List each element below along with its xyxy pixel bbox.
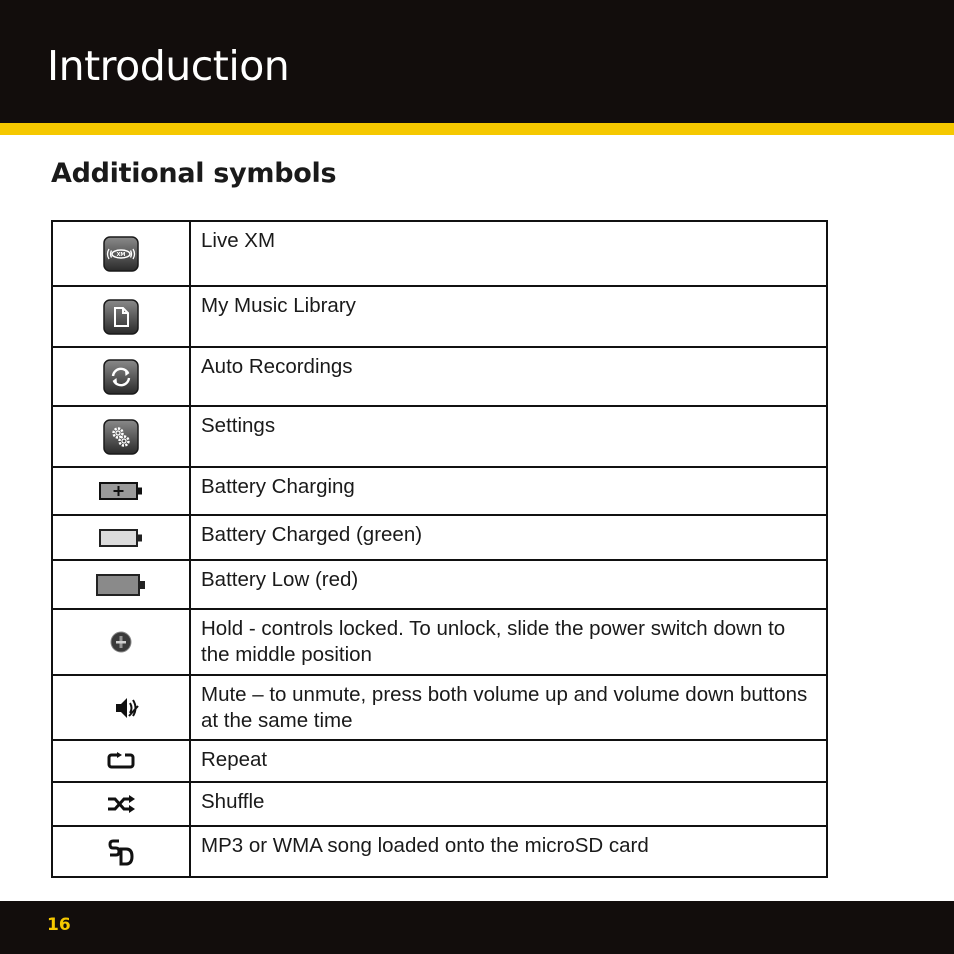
table-row (52, 826, 827, 877)
table-row (52, 675, 827, 740)
description-cell: Battery Charging (190, 467, 827, 515)
settings-icon (103, 419, 139, 455)
table-row (52, 609, 827, 675)
description-cell: Mute – to unmute, press both volume up and volume down buttons at the same time (190, 675, 827, 740)
icon-cell (52, 609, 190, 675)
repeat-icon (106, 751, 136, 771)
description-cell: Settings (190, 406, 827, 467)
table-row (52, 467, 827, 515)
section-title: Additional symbols (51, 158, 337, 189)
battery-low-icon (96, 573, 146, 597)
description-cell: Repeat (190, 740, 827, 782)
description-cell: Auto Recordings (190, 347, 827, 406)
header-stripe (0, 123, 954, 135)
icon-cell (52, 221, 190, 286)
icon-cell (52, 286, 190, 347)
description-cell: Live XM (190, 221, 827, 286)
icon-cell (52, 740, 190, 782)
description-cell: Shuffle (190, 782, 827, 826)
icon-cell (52, 560, 190, 609)
shuffle-icon (106, 794, 136, 814)
auto-recordings-icon (103, 359, 139, 395)
table-row (52, 515, 827, 560)
table-row (52, 406, 827, 467)
icon-cell (52, 826, 190, 877)
symbols-table (51, 220, 828, 878)
description-cell: MP3 or WMA song loaded onto the microSD card (190, 826, 827, 877)
footer-bar (0, 901, 954, 954)
icon-cell (52, 782, 190, 826)
icon-cell (52, 467, 190, 515)
icon-cell (52, 675, 190, 740)
description-cell: My Music Library (190, 286, 827, 347)
table-row (52, 347, 827, 406)
svg-text:XM: XM (116, 251, 126, 258)
table-row (52, 782, 827, 826)
icon-cell (52, 347, 190, 406)
table-row (52, 221, 827, 286)
page-number: 16 (47, 915, 71, 935)
icon-cell (52, 406, 190, 467)
battery-charged-icon (99, 528, 143, 548)
sd-card-icon (108, 837, 134, 867)
table-row (52, 740, 827, 782)
description-cell: Hold - controls locked. To unlock, slide the power switch down to the middle position (190, 609, 827, 675)
table-row (52, 286, 827, 347)
battery-charging-icon (99, 481, 143, 501)
hold-icon (109, 630, 133, 654)
description-cell: Battery Low (red) (190, 560, 827, 609)
page-title: Introduction (47, 42, 290, 90)
live-xm-icon (103, 236, 139, 272)
description-cell: Battery Charged (green) (190, 515, 827, 560)
table-row (52, 560, 827, 609)
music-library-icon (103, 299, 139, 335)
mute-icon (113, 694, 141, 722)
icon-cell (52, 515, 190, 560)
